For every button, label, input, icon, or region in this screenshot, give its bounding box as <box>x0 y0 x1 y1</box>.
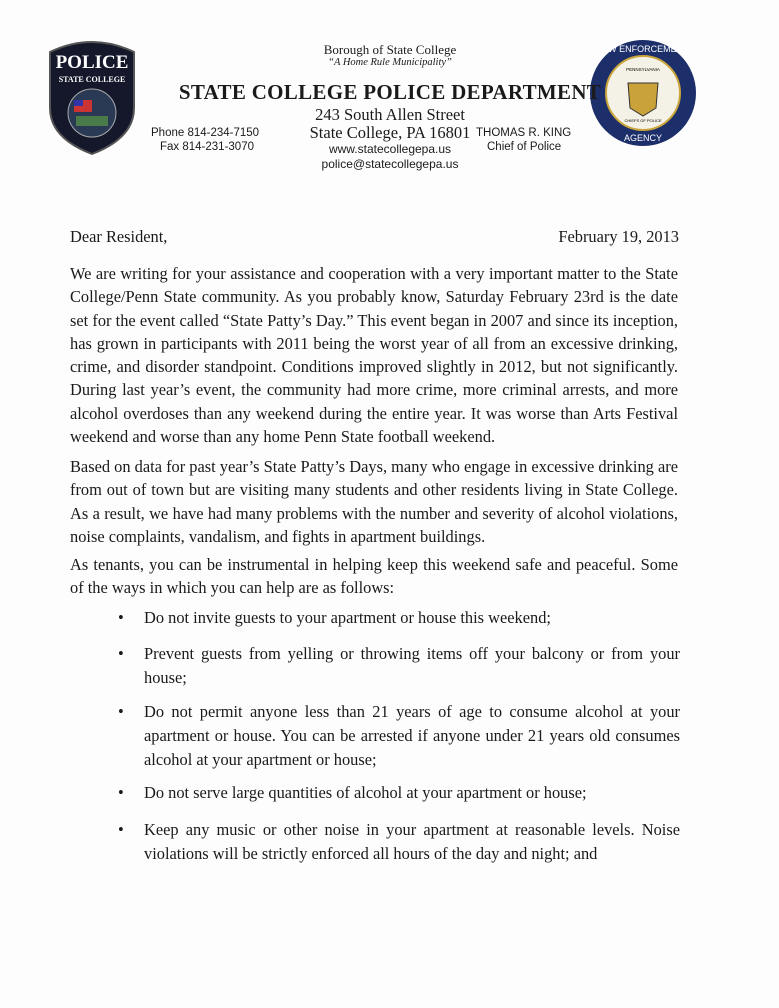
seal-inner-top: PENNSYLVANIA <box>626 67 660 72</box>
email-link[interactable]: police@statecollegepa.us <box>321 157 459 171</box>
list-item <box>118 642 680 690</box>
chief-title: Chief of Police <box>487 141 562 153</box>
list-item <box>118 606 680 630</box>
seal-ring-bottom: AGENCY <box>623 133 663 143</box>
borough-name: Borough of State College <box>323 42 457 57</box>
paragraph-1: We are writing for your assistance and cooperation with a very important matter to the State College/Penn State community. As you probably know, Saturday February 23rd is the date set for the event called “State Patty’s Day.” This event began in 2007 and since its inception, has grown in participants with 2011 being the worst year of all from an excessive drinking, crime, and disorder standpoint. Conditions improved slightly in 2012, but not significantly. During last year’s event, the community had more crime, more criminal arrests, and more alcohol overdoses than any weekend during the entire year. It was worse than Arts Festival weekend and worse than any home Penn State football weekend. <box>70 264 678 447</box>
bullet-icon: • <box>118 820 124 839</box>
list-item <box>118 818 680 866</box>
list-item <box>118 700 680 772</box>
bullet-icon: • <box>118 608 124 627</box>
patch-title: POLICE <box>55 52 129 73</box>
list-item-text: Prevent guests from yelling or throwing items off your balcony or from your house; <box>144 644 680 687</box>
department-title: STATE COLLEGE POLICE DEPARTMENT <box>178 80 602 104</box>
phone-number: Phone 814-234-7150 <box>151 127 260 139</box>
patch-subtitle: STATE COLLEGE <box>58 75 126 84</box>
bullet-icon: • <box>118 702 124 721</box>
list-item-text: Do not serve large quantities of alcohol at your apartment or house; <box>144 783 587 802</box>
list-item-text: Do not invite guests to your apartment or house this weekend; <box>144 608 551 627</box>
list-item-text: Keep any music or other noise in your apartment at reasonable levels. Noise violations will be strictly enforced all hours of the day and night; and <box>144 820 680 863</box>
seal-ring-text: LAW ENFORCEMENT <box>597 44 689 54</box>
paragraph-2: Based on data for past year’s State Patty’s Days, many who engage in excessive drinking are from out of town but are visiting many students and other residents living in State College. As a result, we have had many problems with the number and severity of alcohol violations, noise complaints, vandalism, and fights in apartment buildings. <box>70 457 678 546</box>
fax-number: Fax 814-231-3070 <box>160 141 254 153</box>
chief-name: THOMAS R. KING <box>476 127 572 139</box>
bullet-icon: • <box>118 644 124 663</box>
police-patch-logo <box>44 38 140 156</box>
borough-motto: “A Home Rule Municipality” <box>328 57 452 68</box>
list-item <box>118 781 680 805</box>
letter-date: February 19, 2013 <box>558 227 679 246</box>
address-city: State College, PA 16801 <box>309 123 471 142</box>
salutation: Dear Resident, <box>70 227 168 246</box>
website-link[interactable]: www.statecollegepa.us <box>328 142 452 156</box>
paragraph-3: As tenants, you can be instrumental in helping keep this weekend safe and peaceful. Some of the ways in which you can help are as follows: <box>70 555 678 598</box>
address-street: 243 South Allen Street <box>315 105 465 124</box>
list-item-text: Do not permit anyone less than 21 years of age to consume alcohol at your apartment or house. You can be arrested if anyone under 21 years old consumes alcohol at your apartment or house; <box>144 702 680 769</box>
seal-inner-bottom: CHIEFS OF POLICE <box>624 118 662 123</box>
bullet-icon: • <box>118 783 124 802</box>
